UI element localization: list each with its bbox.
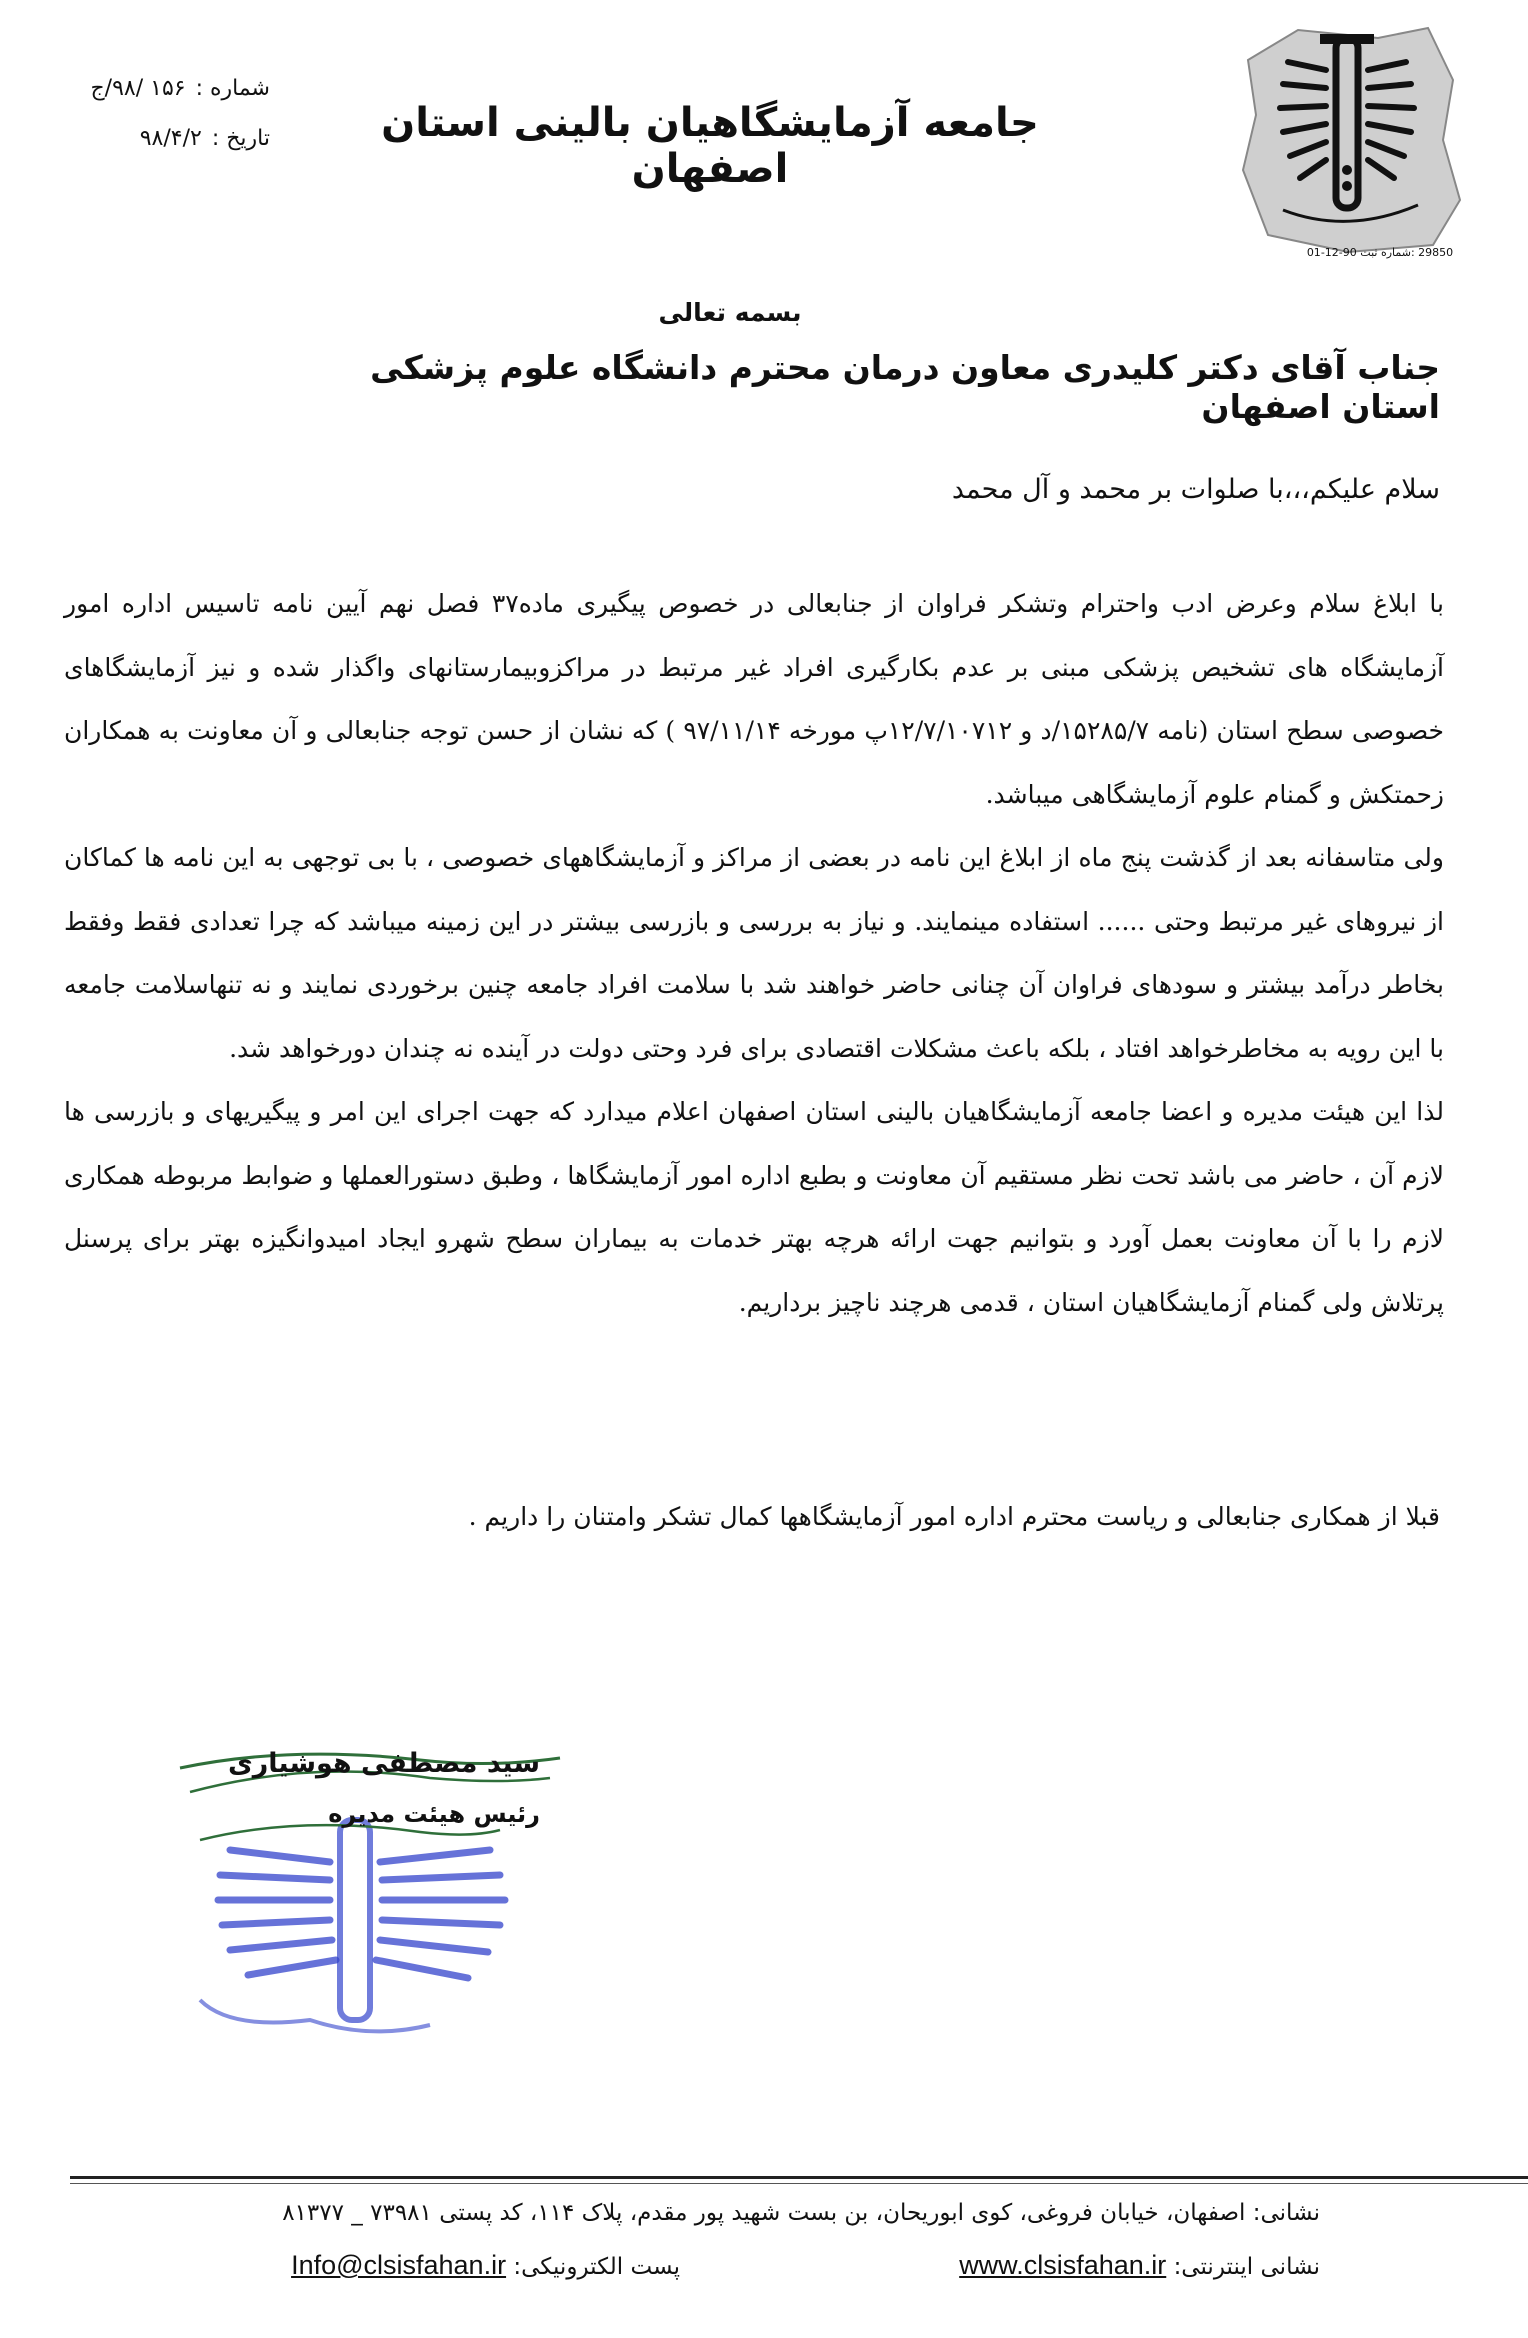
body-paragraph: ولی متاسفانه بعد از گذشت پنج ماه از ابلاغ این نامه در بعضی از مراکز و آزمایشگاههای خصوصی ، با بی توجهی به این نامه ها کماکان از نیروهای غیر مرتبط وحتی ...... استفاده مینمایند. و نیاز به بررسی و بازرسی بیشتر در این زمینه میباشد که چرا تعدادی فقط وفقط بخاطر درآمد بیشتر و سودهای فراوان آن چنانی حاضر خواهند شد با سلامت افراد جامعه چنین برخوردی نمایند و نه تنهاسلامت جامعه با این رویه به مخاطرخواهد افتاد ، بلکه باعث مشکلات اقتصادی برای فرد وحتی دولت در آینده نه چندان دورخواهد شد.	[64, 843, 1444, 1063]
organization-logo	[1228, 20, 1468, 260]
website-link[interactable]: www.clsisfahan.ir	[959, 2250, 1167, 2280]
organization-title: جامعه آزمایشگاهیان بالینی استان اصفهان	[381, 100, 1039, 192]
letter-date-row	[40, 114, 270, 164]
greeting-line: سلام علیکم،،،با صلوات بر محمد و آل محمد	[951, 474, 1440, 505]
email-contact	[291, 2250, 680, 2281]
email-label: پست الکترونیکی:	[513, 2254, 680, 2280]
closing-line: قبلا از همکاری جنابعالی و ریاست محترم اداره امور آزمایشگاهها کمال تشکر وامتنان را داریم .	[468, 1502, 1440, 1531]
signatory-role: رئیس هیئت مدیره	[328, 1800, 540, 1828]
footer-divider	[70, 2176, 1528, 2179]
letter-number-value: ۱۵۶ /۹۸/ج	[90, 76, 186, 101]
body-paragraph: لذا این هیئت مدیره و اعضا جامعه آزمایشگاهیان بالینی استان اصفهان اعلام میدارد که جهت اجرای این امر و پیگیریهای و بازرسی ها لازم آن ، حاضر می باشد تحت نظر مستقیم آن معاونت و بطبع اداره امور آزمایشگاها ، وطبق دستورالعملها و ضوابط مربوطه همکاری لازم را با آن معاونت بعمل آورد و بتوانیم جهت ارائه هرچه بهتر خدمات به بیماران سطح شهرو ایجاد امیدوانگیزه بهتر برای پرسنل پرتلاش ولی گمنام آزمایشگاهیان استان ، قدمی هرچند ناچیز برداریم.	[64, 1097, 1444, 1317]
letter-meta	[40, 64, 270, 164]
signatory-name: سید مصطفی هوشیاری	[228, 1748, 540, 1779]
footer-divider-thin	[70, 2183, 1528, 2184]
basmala: بسمه تعالی	[658, 298, 802, 327]
body-paragraph: با ابلاغ سلام وعرض ادب واحترام وتشکر فراوان از جنابعالی در خصوص پیگیری ماده۳۷ فصل نهم آیین نامه تاسیس اداره امور آزمایشگاه های تشخیص پزشکی مبنی بر عدم بکارگیری افراد غیر مرتبط در مراکزوبیمارستانهای واگذار شده و نیز آزمایشگاهای خصوصی سطح استان (نامه ۱۵۲۸۵/۷/د و ۱۲/۷/۱۰۷۱۲پ مورخه ۹۷/۱۱/۱۴ ) که نشان از حسن توجه جنابعالی و آن معاونت به همکاران زحمتکش و گمنام علوم آزمایشگاهی میباشد.	[64, 589, 1445, 809]
signature-stamp-image	[170, 1740, 590, 2040]
footer-address: نشانی: اصفهان، خیابان فروغی، کوی ابوریحان، بن بست شهید پور مقدم، پلاک ۱۱۴، کد پستی ۷۳۹۸۱ _ ۸۱۳۷۷	[282, 2200, 1320, 2226]
website-label: نشانی اینترنتی:	[1173, 2254, 1320, 2280]
letter-date-label: تاریخ :	[211, 126, 270, 151]
letter-number-label: شماره :	[195, 76, 270, 101]
email-link[interactable]: Info@clsisfahan.ir	[291, 2250, 507, 2280]
letter-number-row	[40, 64, 270, 114]
letter-date-value: ۹۸/۴/۲	[139, 126, 202, 151]
addressee-line: جناب آقای دکتر کلیدری معاون درمان محترم دانشگاه علوم پزشکی استان اصفهان	[370, 348, 1440, 426]
letter-body	[64, 572, 1444, 1334]
logo-registration: 29850 :شماره ثبت 90-12-01	[1306, 246, 1454, 259]
website-contact	[959, 2250, 1320, 2281]
